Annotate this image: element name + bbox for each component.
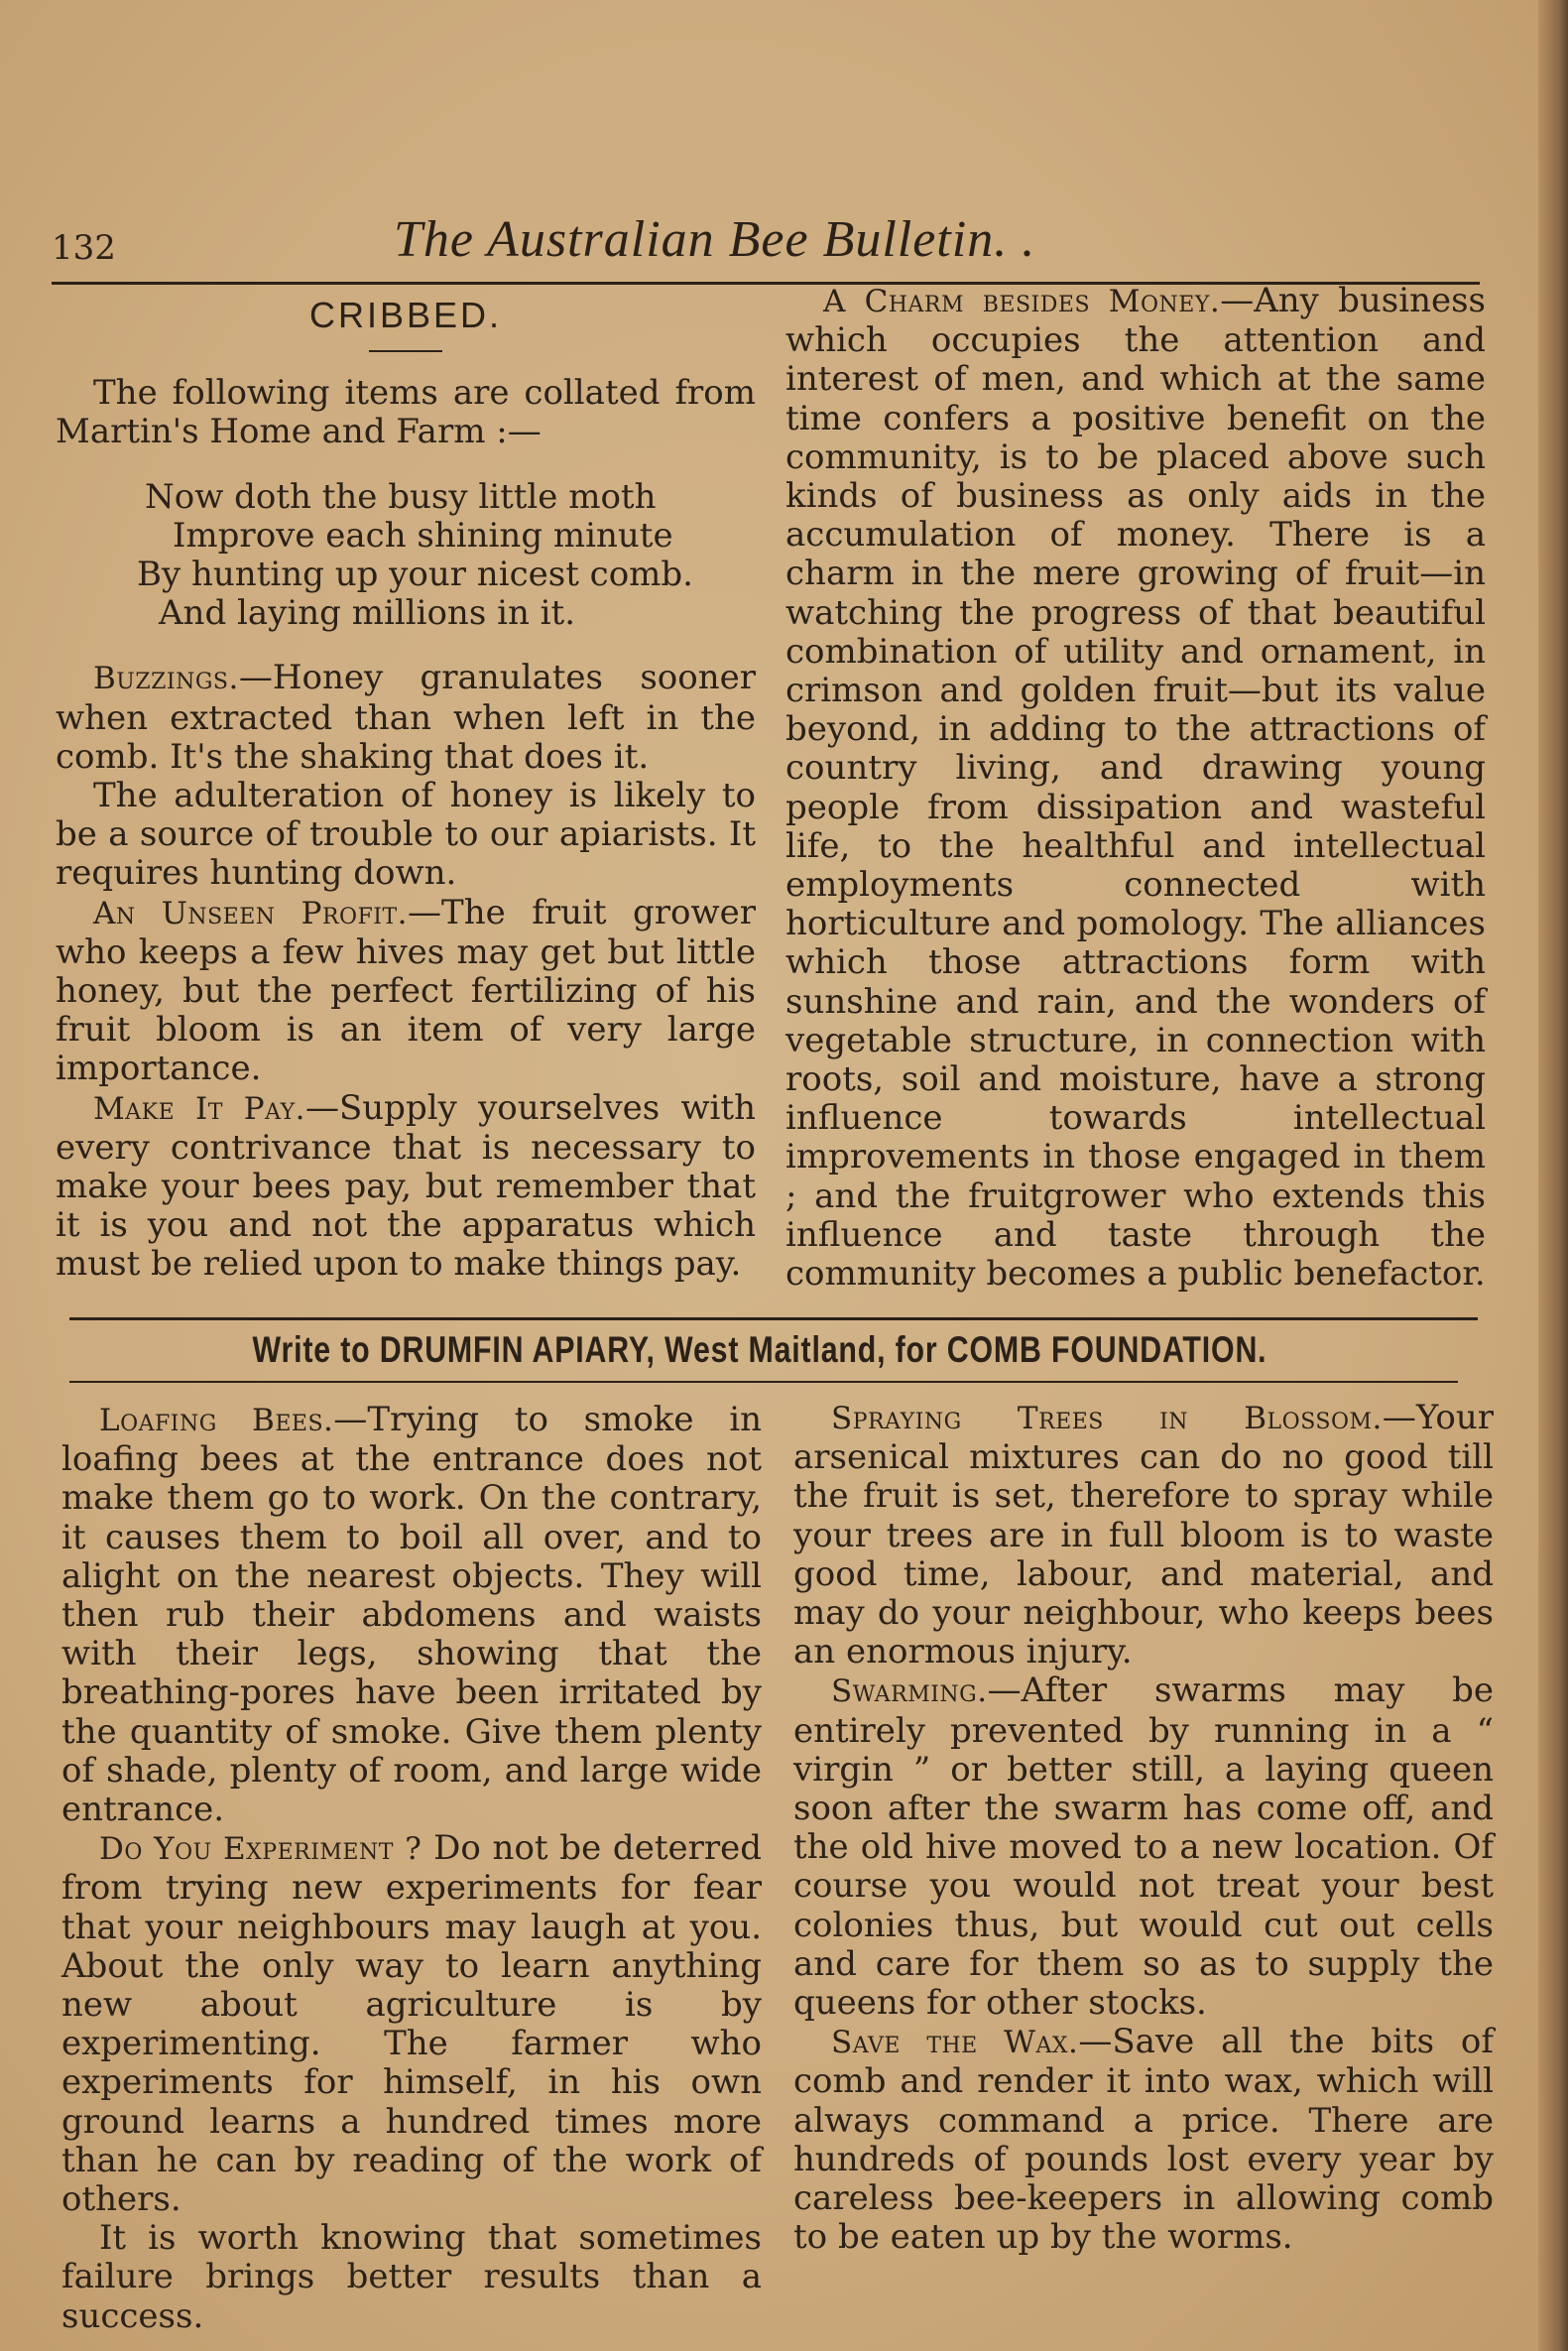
item-title: An Unseen Profit. [93, 895, 409, 931]
paragraph-loafing-bees [61, 1401, 762, 1829]
item-text: —Trying to smoke in loafing bees at the entrance does not make them go to work. On the contrary, it causes them to boil all over, and to alight on the nearest objects. They will then rub their abdomens and waists with their legs, showing that the breathing-pores have been irritated by the quantity of smoke. Give them plenty of shade, plenty of room, and large wide entrance. [61, 1400, 763, 1830]
item-title: Do You Experiment ? [99, 1831, 422, 1868]
paragraph-adulteration: The adulteration of honey is likely to be a source of trouble to our apiarists. It requires hunting down. [56, 776, 756, 894]
column-lower-left [61, 1401, 762, 2336]
column-upper-left [56, 296, 756, 1285]
paragraph-charm [785, 282, 1486, 1294]
item-title: Buzzings. [93, 661, 239, 697]
paragraph-experiment [61, 1829, 762, 2219]
advert-rule-top [69, 1317, 1478, 1320]
paragraph-make-it-pay [56, 1089, 756, 1285]
item-text: —The fruit grower who keeps a few hives may get but little honey, but the perfect fertilizing of his fruit bloom is an item of very large importance. [56, 892, 756, 1089]
paragraph-save-wax [793, 2023, 1494, 2257]
item-text: —Any business which occupies the attention and interest of men, and which at the same time confers a positive benefit on the community, is to be placed above such kinds of business as only aids in the accumulation of money. There is a charm in the mere growing of fruit—in watching the progress of that beautiful combination of utility and ornament, in crimson and golden fruit—but its value beyond, in adding to the attractions of country living, and drawing young people from dissipation and wasteful life, to the healthful and intellectual employments connected with horticulture and pomology. The alliances which those attractions form with sunshine and rain, and the wonders of vegetable structure, in connection with roots, soil and moisture, have a strong influence towards intellectual improvements in those engaged in them ; and the fruitgrower who extends this influence and taste through the community becomes a public benefactor. [785, 281, 1486, 1295]
item-text: —After swarms may be entirely prevented by running in a “ virgin ” or better still, a laying queen soon after the swarm has come off, and the old hive moved to a new location. Of course you would not treat your best colonies thus, but would cut out cells and care for them so as to supply the queens for other stocks. [793, 1670, 1494, 2024]
item-text: —Honey granulates sooner when extracted than when left in the comb. It's the shaking that does it. [56, 658, 756, 777]
item-title: Save the Wax. [831, 2025, 1079, 2061]
item-title: Spraying Trees in Blossom. [831, 1401, 1383, 1436]
advertisement-banner: Write to DRUMFIN APIARY, West Maitland, for COMB FOUNDATION. [252, 1329, 1267, 1370]
item-text: —Save all the bits of comb and render it into wax, which will always command a price. There are hundreds of pounds lost every year by careless bee-keepers in allowing comb to be eaten up by the worms. [793, 2022, 1494, 2258]
advert-rule-bottom [69, 1381, 1458, 1383]
item-title: Loafing Bees. [99, 1403, 334, 1438]
running-header [52, 210, 1480, 280]
poem-line: And laying millions in it. [159, 593, 576, 634]
section-heading-cribbed: CRIBBED. [308, 295, 503, 335]
item-title: Make It Pay. [93, 1090, 305, 1127]
page-number: 132 [52, 228, 116, 268]
cribbed-intro: The following items are collated from Martin's Home and Farm :— [56, 373, 756, 452]
binding-edge [1538, 0, 1568, 2351]
paragraph-swarming [793, 1671, 1494, 2023]
item-title: Swarming. [831, 1673, 988, 1710]
item-text: —Your arsenical mixtures can do no good till the fruit is set, therefore to spray while your trees are in full bloom is to waste good time, labour, and material, and may do your neighbour, who keeps bees an enormous injury. [793, 1398, 1494, 1672]
paragraph-buzzings [56, 659, 756, 777]
poem-line: By hunting up your nicest comb. [137, 555, 693, 595]
poem [56, 478, 756, 634]
poem-line: Now doth the busy little moth [145, 476, 657, 517]
paragraph-unseen-profit [56, 894, 756, 1089]
paragraph-spraying [793, 1399, 1494, 1671]
column-upper-right [785, 282, 1486, 1294]
item-title: A Charm besides Money. [823, 284, 1221, 319]
item-text: —Supply yourselves with every contrivance that is necessary to make your bees pay, but remember that it is you and not the apparatus which must be relied upon to make things pay. [56, 1087, 756, 1285]
journal-title: The Australian Bee Bulletin. . [394, 211, 1036, 268]
paragraph-failure: It is worth knowing that sometimes failure brings better results than a success. [61, 2218, 762, 2336]
heading-rule [369, 350, 442, 352]
column-lower-right [793, 1399, 1494, 2257]
item-text: Do not be deterred from trying new experiments for fear that your neighbours may laugh at you. About the only way to learn anything new about agriculture is by experimenting. The farmer who experiments for himself, in his own ground learns a hundred times more than he can by reading of the work of others. [61, 1828, 762, 2220]
poem-line: Improve each shining minute [173, 515, 673, 556]
